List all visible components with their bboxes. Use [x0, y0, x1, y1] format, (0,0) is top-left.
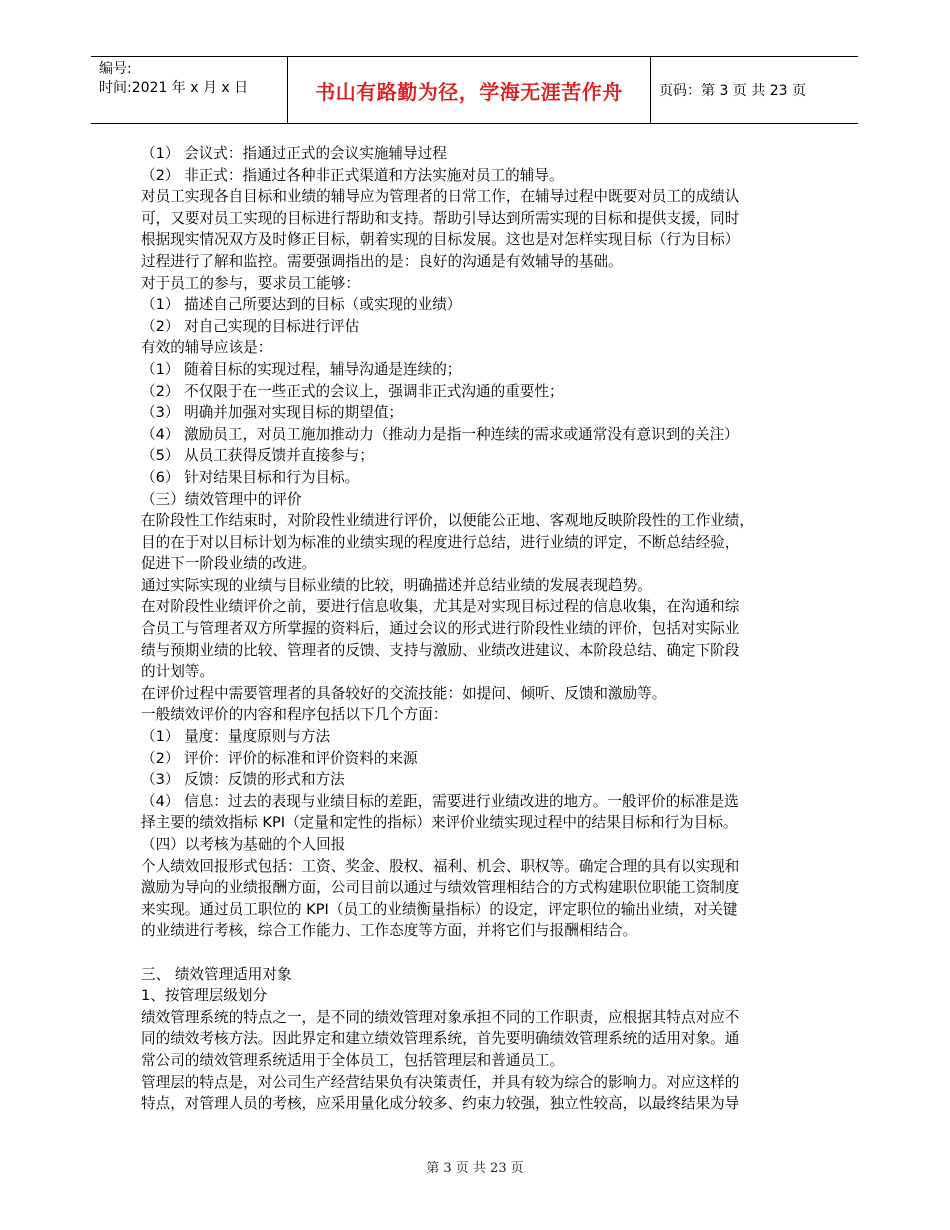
text-line: 过程进行了解和监控。需要强调指出的是：良好的沟通是有效辅导的基础。 [141, 252, 623, 270]
text-line: 激励为导向的业绩报酬方面，公司目前以通过与绩效管理相结合的方式构建职位职能工资制度 [141, 879, 740, 897]
text-line: 目的在于对以目标计划为标准的业绩实现的程度进行总结，进行业绩的评定，不断总结经验， [141, 533, 740, 551]
text-line: （三）绩效管理中的评价 [141, 490, 302, 508]
text-line: 的业绩进行考核，综合工作能力、工作态度等方面，并将它们与报酬相结合。 [141, 922, 638, 940]
text-line: 绩与预期业绩的比较、管理者的反馈、支持与激励、业绩改进建议、本阶段总结、确定下阶段 [141, 641, 740, 659]
text-line: 可，又要对员工实现的目标进行帮助和支持。帮助引导达到所需实现的目标和提供支援，同时 [141, 209, 740, 227]
header-motto: 书山有路勤为径，学海无涯苦作舟 [287, 57, 651, 123]
text-line: 合员工与管理者双方所掌握的资料后，通过会议的形式进行阶段性业绩的评价，包括对实际业 [141, 620, 740, 638]
text-line: 的计划等。 [141, 663, 214, 681]
text-line: 根据现实情况双方及时修正目标，朝着实现的目标发展。这也是对怎样实现目标（行为目标） [141, 231, 740, 249]
blank-line [141, 942, 821, 964]
text-line: （6） 针对结果目标和行为目标。 [141, 468, 360, 486]
text-line: （2） 对自己实现的目标进行评估 [141, 317, 360, 335]
text-line: 择主要的绩效指标 KPI（定量和定性的指标）来评价业绩实现过程中的结果目标和行为目标。 [141, 814, 738, 832]
text-line: 通过实际实现的业绩与目标业绩的比较，明确描述并总结业绩的发展表现趋势。 [141, 576, 652, 594]
text-line: （1） 量度：量度原则与方法 [141, 728, 331, 746]
header-page-info: 页码：第 3 页 共 23 页 [659, 83, 806, 99]
text-line: 有效的辅导应该是： [141, 339, 273, 357]
text-line: （5） 从员工获得反馈并直接参与； [141, 447, 374, 465]
text-line: （2） 非正式：指通过各种非正式渠道和方法实施对员工的辅导。 [141, 166, 564, 184]
text-line: 促进下一阶段业绩的改进。 [141, 555, 317, 573]
text-line: 1、按管理层级划分 [141, 987, 268, 1005]
page-footer: 第 3 页 共 23 页 [426, 1161, 524, 1176]
text-line: 个人绩效回报形式包括：工资、奖金、股权、福利、机会、职权等。确定合理的具有以实现和 [141, 857, 740, 875]
text-line: 在对阶段性业绩评价之前，要进行信息收集，尤其是对实现目标过程的信息收集，在沟通和综 [141, 598, 740, 616]
text-line: （4） 激励员工，对员工施加推动力（推动力是指一种连续的需求或通常没有意识到的关注） [141, 425, 739, 443]
text-line: （3） 反馈：反馈的形式和方法 [141, 771, 345, 789]
text-line: （1） 会议式：指通过正式的会议实施辅导过程 [141, 145, 447, 162]
text-line: （1） 描述自己所要达到的目标（或实现的业绩） [141, 296, 462, 314]
document-body [141, 143, 821, 1115]
text-line: 在阶段性工作结束时，对阶段性业绩进行评价，以便能公正地、客观地反映阶段性的工作业绩， [141, 512, 754, 530]
text-line: 对员工实现各自目标和业绩的辅导应为管理者的日常工作，在辅导过程中既要对员工的成绩认 [141, 188, 740, 206]
text-line: （2） 评价：评价的标准和评价资料的来源 [141, 749, 418, 767]
text-line: 管理层的特点是，对公司生产经营结果负有决策责任，并具有较为综合的影响力。对应这样的 [141, 1073, 740, 1091]
text-line: 一般绩效评价的内容和程序包括以下几个方面： [141, 706, 448, 724]
text-line: 绩效管理系统的特点之一，是不同的绩效管理对象承担不同的工作职责，应根据其特点对应不 [141, 1008, 740, 1026]
text-line: 在评价过程中需要管理者的具备较好的交流技能：如提问、倾听、反馈和激励等。 [141, 684, 667, 702]
text-line: （2） 不仅限于在一些正式的会议上，强调非正式沟通的重要性； [141, 382, 564, 400]
text-line: 对于员工的参与，要求员工能够： [141, 274, 360, 292]
page-header [91, 56, 858, 124]
text-line: （3） 明确并加强对实现目标的期望值； [141, 404, 404, 422]
text-line: 特点，对管理人员的考核，应采用量化成分较多、约束力较强，独立性较高，以最终结果为导 [141, 1095, 740, 1113]
text-line: （4） 信息：过去的表现与业绩目标的差距，需要进行业绩改进的地方。一般评价的标准是选 [141, 792, 739, 810]
text-line: （四）以考核为基础的个人回报 [141, 836, 346, 853]
header-meta [91, 57, 287, 123]
document-number-label: 编号: [99, 61, 132, 77]
document-date: 时间:2021 年 x 月 x 日 [99, 80, 249, 96]
text-line: 三、 绩效管理适用对象 [141, 965, 292, 983]
text-line: （1） 随着目标的实现过程，辅导沟通是连续的； [141, 360, 462, 378]
text-line: 来实现。通过员工职位的 KPI（员工的业绩衡量指标）的设定，评定职位的输出业绩，对关键 [141, 900, 738, 918]
text-line: 常公司的绩效管理系统适用于全体员工，包括管理层和普通员工。 [141, 1051, 565, 1069]
text-line: 同的绩效考核方法。因此界定和建立绩效管理系统，首先要明确绩效管理系统的适用对象。通 [141, 1030, 740, 1048]
